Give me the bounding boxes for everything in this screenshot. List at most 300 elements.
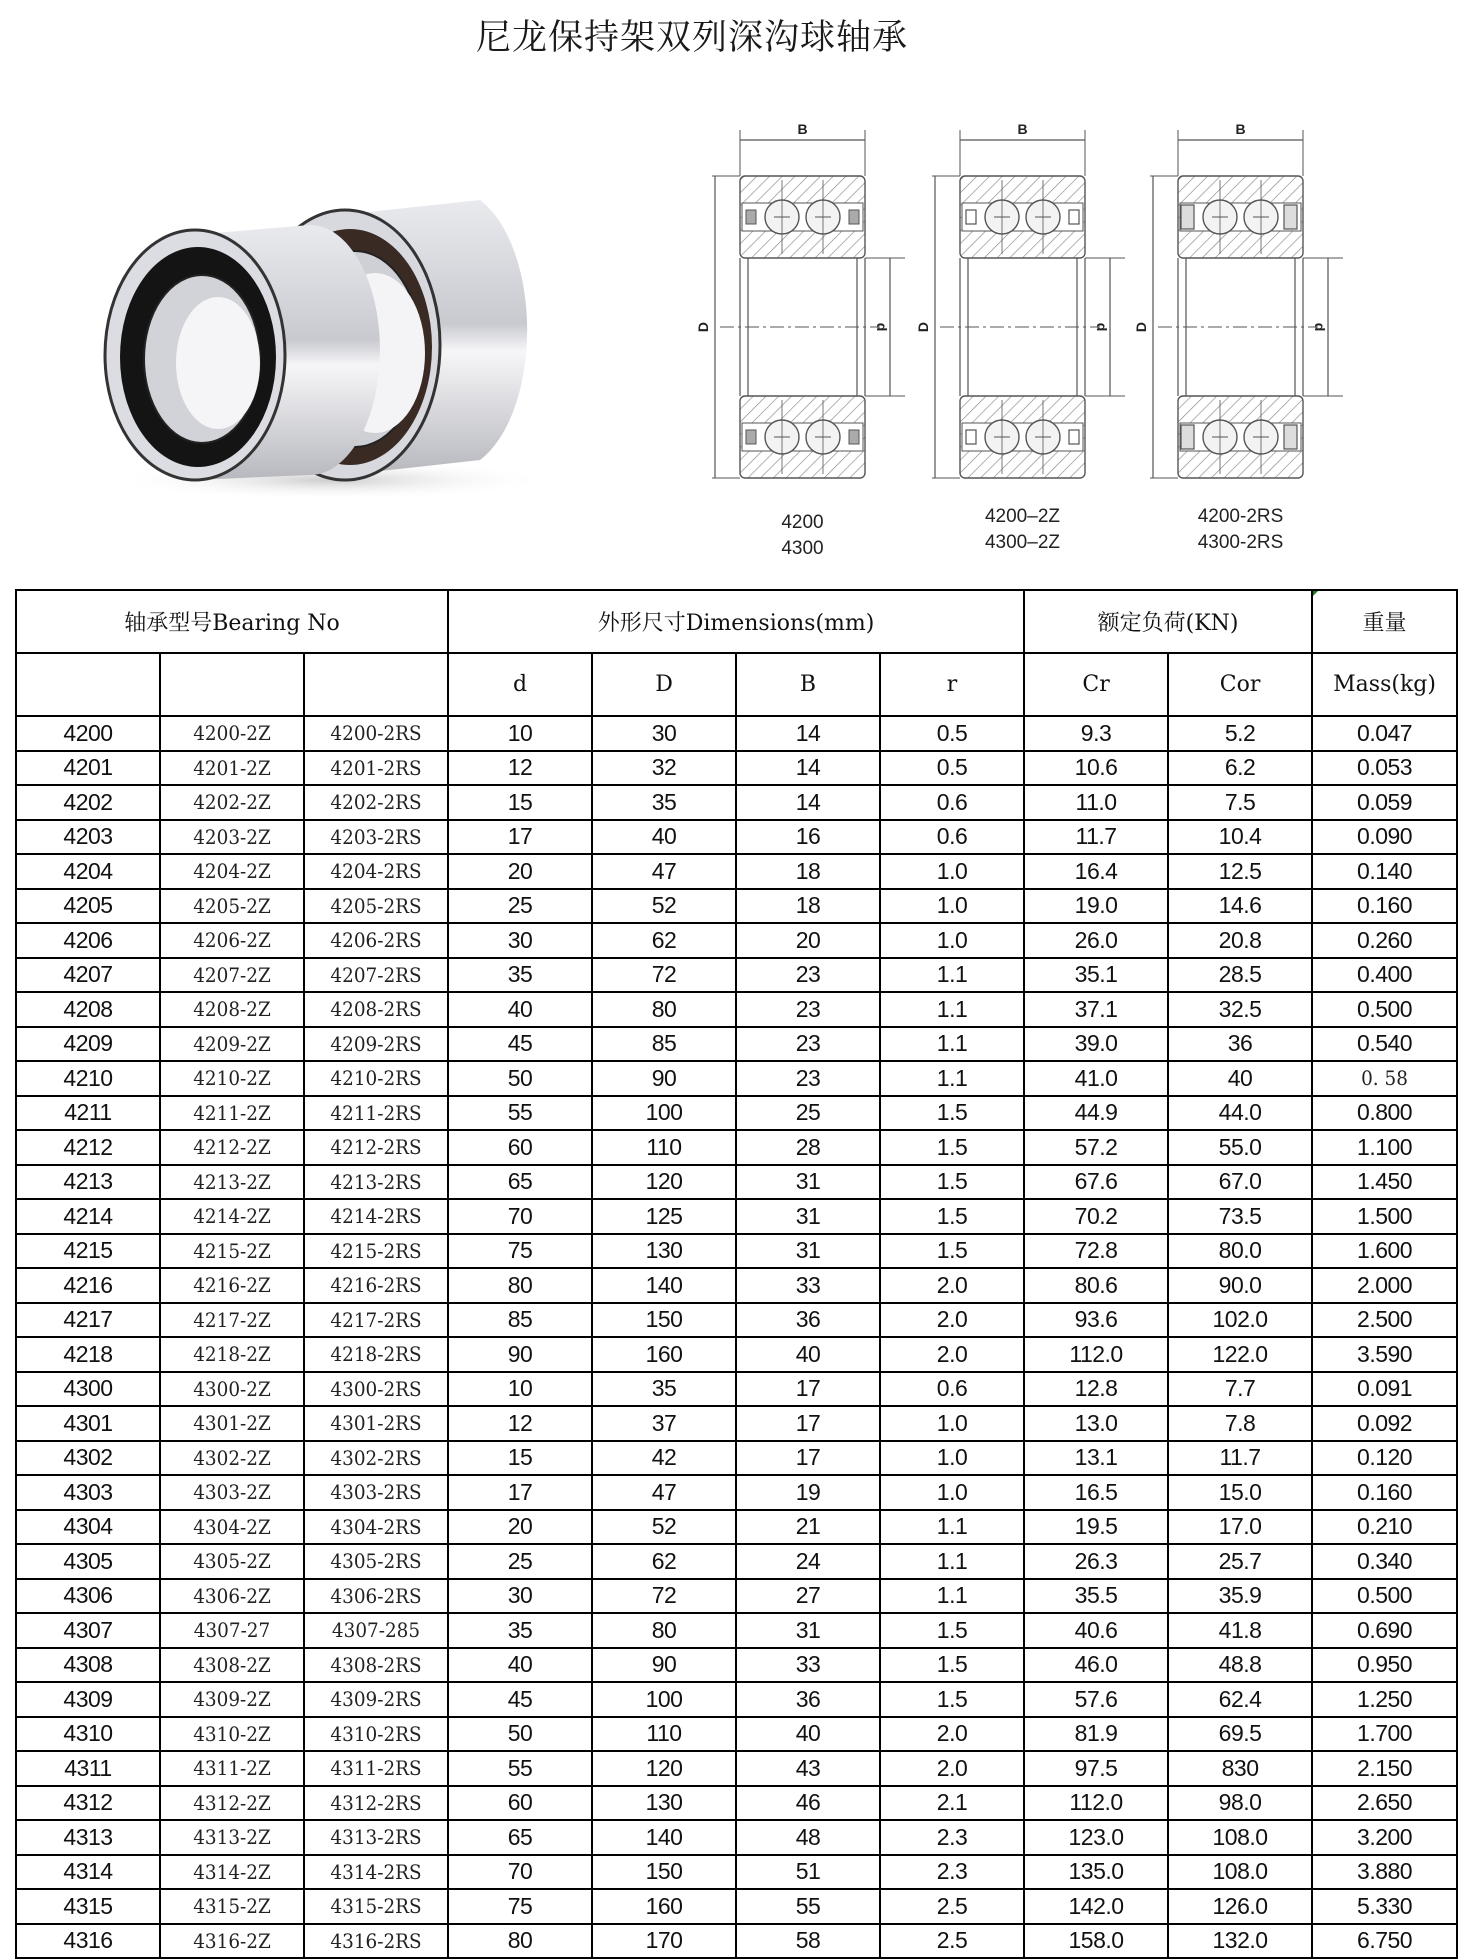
cell-width-B: 23 bbox=[736, 958, 880, 993]
cell-bore-d: 15 bbox=[448, 1441, 592, 1476]
cell-radius-r: 1.5 bbox=[880, 1613, 1024, 1648]
sub-header-blank bbox=[304, 653, 448, 716]
cell-radius-r: 2.1 bbox=[880, 1786, 1024, 1821]
cell-bore-d: 35 bbox=[448, 958, 592, 993]
cell-mass-kg: 0.091 bbox=[1312, 1372, 1457, 1407]
cell-width-B: 16 bbox=[736, 820, 880, 855]
cell-bearing-no: 4213 bbox=[16, 1165, 160, 1200]
table-row bbox=[16, 1751, 1457, 1786]
cell-mass-kg: 6.750 bbox=[1312, 1924, 1457, 1959]
table-row bbox=[16, 1924, 1457, 1959]
cage-end bbox=[746, 430, 756, 444]
cell-bearing-no-2rs: 4203-2RS bbox=[310, 820, 442, 855]
cell-load-cor: 67.0 bbox=[1168, 1165, 1312, 1200]
header-load-rating: 额定负荷(KN) bbox=[1024, 590, 1312, 653]
cell-load-cr: 35.5 bbox=[1024, 1579, 1168, 1614]
cell-bearing-no-2z: 4300-2Z bbox=[166, 1372, 298, 1407]
table-row bbox=[16, 889, 1457, 924]
cell-load-cor: 15.0 bbox=[1168, 1475, 1312, 1510]
cell-load-cr: 9.3 bbox=[1024, 716, 1168, 751]
cell-bearing-no: 4209 bbox=[16, 1027, 160, 1062]
cell-radius-r: 1.0 bbox=[880, 889, 1024, 924]
bearing-photo bbox=[80, 175, 580, 505]
cell-load-cor: 12.5 bbox=[1168, 854, 1312, 889]
cell-width-B: 51 bbox=[736, 1855, 880, 1890]
cell-load-cr: 26.0 bbox=[1024, 923, 1168, 958]
cell-bearing-no: 4302 bbox=[16, 1441, 160, 1476]
cell-load-cor: 108.0 bbox=[1168, 1820, 1312, 1855]
cell-bearing-no-2z: 4313-2Z bbox=[166, 1820, 298, 1855]
diagram-label bbox=[1178, 504, 1303, 556]
cell-load-cor: 6.2 bbox=[1168, 751, 1312, 786]
cell-bore-d: 12 bbox=[448, 1406, 592, 1441]
cell-width-B: 31 bbox=[736, 1199, 880, 1234]
cell-bearing-no-2rs: 4307-285 bbox=[310, 1613, 442, 1648]
table-row bbox=[16, 1165, 1457, 1200]
cell-bearing-no-2rs: 4201-2RS bbox=[310, 751, 442, 786]
cell-radius-r: 2.0 bbox=[880, 1268, 1024, 1303]
cell-radius-r: 1.5 bbox=[880, 1682, 1024, 1717]
header-bearing-no: 轴承型号Bearing No bbox=[16, 590, 448, 653]
cell-bore-d: 30 bbox=[448, 923, 592, 958]
table-row bbox=[16, 820, 1457, 855]
cell-bearing-no-2z: 4207-2Z bbox=[166, 958, 298, 993]
cell-width-B: 31 bbox=[736, 1165, 880, 1200]
cell-bearing-no-2z: 4203-2Z bbox=[166, 820, 298, 855]
cell-load-cor: 14.6 bbox=[1168, 889, 1312, 924]
table-row bbox=[16, 1889, 1457, 1924]
cell-bearing-no-2rs: 4309-2RS bbox=[310, 1682, 442, 1717]
cell-bearing-no-2rs: 4300-2RS bbox=[310, 1372, 442, 1407]
cell-outer-D: 170 bbox=[592, 1924, 736, 1959]
cell-outer-D: 120 bbox=[592, 1751, 736, 1786]
table-row bbox=[16, 923, 1457, 958]
cell-width-B: 19 bbox=[736, 1475, 880, 1510]
cell-bearing-no-2rs: 4216-2RS bbox=[310, 1268, 442, 1303]
cell-bearing-no-2z: 4214-2Z bbox=[166, 1199, 298, 1234]
cell-mass-kg: 1.450 bbox=[1312, 1165, 1457, 1200]
cell-bearing-no-2rs: 4313-2RS bbox=[310, 1820, 442, 1855]
cell-bearing-no-2rs: 4315-2RS bbox=[310, 1889, 442, 1924]
dim-label-d: d bbox=[1094, 322, 1110, 332]
cell-radius-r: 0.6 bbox=[880, 820, 1024, 855]
cell-bearing-no-2rs: 4306-2RS bbox=[310, 1579, 442, 1614]
diagram-label bbox=[960, 504, 1085, 556]
cell-width-B: 36 bbox=[736, 1303, 880, 1338]
cross-section-diagram bbox=[915, 118, 1120, 490]
cell-width-B: 31 bbox=[736, 1613, 880, 1648]
cell-mass-kg: 0.260 bbox=[1312, 923, 1457, 958]
cell-load-cr: 26.3 bbox=[1024, 1544, 1168, 1579]
cell-load-cr: 44.9 bbox=[1024, 1096, 1168, 1131]
cell-bearing-no-2z: 4302-2Z bbox=[166, 1441, 298, 1476]
cell-load-cor: 69.5 bbox=[1168, 1717, 1312, 1752]
cell-width-B: 33 bbox=[736, 1268, 880, 1303]
cell-mass-kg: 1.500 bbox=[1312, 1199, 1457, 1234]
cell-mass-kg: 0.059 bbox=[1312, 785, 1457, 820]
cell-bearing-no-2rs: 4311-2RS bbox=[310, 1751, 442, 1786]
cell-load-cor: 62.4 bbox=[1168, 1682, 1312, 1717]
cell-bore-d: 55 bbox=[448, 1751, 592, 1786]
cell-bearing-no-2z: 4210-2Z bbox=[166, 1061, 298, 1096]
cell-radius-r: 2.3 bbox=[880, 1855, 1024, 1890]
cell-load-cor: 35.9 bbox=[1168, 1579, 1312, 1614]
cell-bearing-no-2z: 4309-2Z bbox=[166, 1682, 298, 1717]
cell-bearing-no-2z: 4316-2Z bbox=[166, 1924, 298, 1959]
cell-load-cor: 73.5 bbox=[1168, 1199, 1312, 1234]
table-row bbox=[16, 1441, 1457, 1476]
rubber-seal bbox=[1181, 205, 1194, 229]
cell-load-cor: 7.5 bbox=[1168, 785, 1312, 820]
cell-load-cor: 80.0 bbox=[1168, 1234, 1312, 1269]
cell-bearing-no-2rs: 4208-2RS bbox=[310, 992, 442, 1027]
cell-bearing-no: 4207 bbox=[16, 958, 160, 993]
cell-radius-r: 1.0 bbox=[880, 854, 1024, 889]
cell-bore-d: 40 bbox=[448, 992, 592, 1027]
table-row bbox=[16, 1372, 1457, 1407]
cell-width-B: 40 bbox=[736, 1337, 880, 1372]
shield bbox=[1069, 430, 1079, 444]
cell-mass-kg: 2.500 bbox=[1312, 1303, 1457, 1338]
cell-mass-kg: 0.047 bbox=[1312, 716, 1457, 751]
cell-load-cr: 13.1 bbox=[1024, 1441, 1168, 1476]
cell-load-cr: 112.0 bbox=[1024, 1786, 1168, 1821]
cell-radius-r: 2.0 bbox=[880, 1337, 1024, 1372]
cell-mass-kg: 0.540 bbox=[1312, 1027, 1457, 1062]
cell-bearing-no-2rs: 4215-2RS bbox=[310, 1234, 442, 1269]
cell-bore-d: 25 bbox=[448, 1544, 592, 1579]
cell-bearing-no-2z: 4312-2Z bbox=[166, 1786, 298, 1821]
cell-load-cor: 98.0 bbox=[1168, 1786, 1312, 1821]
cell-load-cr: 158.0 bbox=[1024, 1924, 1168, 1959]
cell-radius-r: 1.0 bbox=[880, 1441, 1024, 1476]
cell-radius-r: 0.5 bbox=[880, 716, 1024, 751]
table-row bbox=[16, 1061, 1457, 1096]
cell-mass-kg: 0.120 bbox=[1312, 1441, 1457, 1476]
cell-bearing-no: 4217 bbox=[16, 1303, 160, 1338]
cell-load-cor: 32.5 bbox=[1168, 992, 1312, 1027]
cell-bore-d: 55 bbox=[448, 1096, 592, 1131]
cell-mass-kg: 0.400 bbox=[1312, 958, 1457, 993]
sub-header-cr: Cr bbox=[1024, 653, 1168, 716]
cell-bore-d: 75 bbox=[448, 1889, 592, 1924]
cell-load-cor: 5.2 bbox=[1168, 716, 1312, 751]
cell-outer-D: 85 bbox=[592, 1027, 736, 1062]
cell-load-cor: 10.4 bbox=[1168, 820, 1312, 855]
cell-outer-D: 80 bbox=[592, 992, 736, 1027]
cell-bearing-no: 4214 bbox=[16, 1199, 160, 1234]
cell-bearing-no-2rs: 4207-2RS bbox=[310, 958, 442, 993]
cell-load-cr: 10.6 bbox=[1024, 751, 1168, 786]
cell-radius-r: 1.0 bbox=[880, 1475, 1024, 1510]
cell-bearing-no-2rs: 4305-2RS bbox=[310, 1544, 442, 1579]
cell-width-B: 48 bbox=[736, 1820, 880, 1855]
cell-outer-D: 47 bbox=[592, 854, 736, 889]
cell-bore-d: 35 bbox=[448, 1613, 592, 1648]
cell-width-B: 23 bbox=[736, 992, 880, 1027]
cell-bearing-no: 4309 bbox=[16, 1682, 160, 1717]
cell-width-B: 31 bbox=[736, 1234, 880, 1269]
cell-load-cor: 7.8 bbox=[1168, 1406, 1312, 1441]
cage-end bbox=[849, 210, 859, 224]
cell-outer-D: 72 bbox=[592, 1579, 736, 1614]
header-dimensions: 外形尺寸Dimensions(mm) bbox=[448, 590, 1024, 653]
table-row bbox=[16, 785, 1457, 820]
cell-radius-r: 0.5 bbox=[880, 751, 1024, 786]
cell-width-B: 20 bbox=[736, 923, 880, 958]
cell-bore-d: 17 bbox=[448, 1475, 592, 1510]
dim-label-B: B bbox=[797, 121, 808, 137]
cell-bore-d: 12 bbox=[448, 751, 592, 786]
cell-radius-r: 0.6 bbox=[880, 1372, 1024, 1407]
cell-load-cr: 135.0 bbox=[1024, 1855, 1168, 1890]
cell-bearing-no: 4300 bbox=[16, 1372, 160, 1407]
table-row bbox=[16, 1337, 1457, 1372]
cell-bore-d: 65 bbox=[448, 1165, 592, 1200]
cell-bore-d: 90 bbox=[448, 1337, 592, 1372]
cell-outer-D: 100 bbox=[592, 1682, 736, 1717]
cell-radius-r: 2.0 bbox=[880, 1751, 1024, 1786]
cell-bore-d: 75 bbox=[448, 1234, 592, 1269]
cell-mass-kg: 0.210 bbox=[1312, 1510, 1457, 1545]
table-row bbox=[16, 854, 1457, 889]
cell-mass-kg: 1.250 bbox=[1312, 1682, 1457, 1717]
cell-bore-d: 10 bbox=[448, 1372, 592, 1407]
cell-width-B: 43 bbox=[736, 1751, 880, 1786]
rubber-seal bbox=[1284, 205, 1297, 229]
cell-mass-kg: 1.700 bbox=[1312, 1717, 1457, 1752]
cell-width-B: 17 bbox=[736, 1372, 880, 1407]
cell-mass-kg: 0.092 bbox=[1312, 1406, 1457, 1441]
cell-bore-d: 60 bbox=[448, 1786, 592, 1821]
cell-mass-kg: 0.690 bbox=[1312, 1613, 1457, 1648]
cell-load-cor: 108.0 bbox=[1168, 1855, 1312, 1890]
sub-header-r: r bbox=[880, 653, 1024, 716]
cell-load-cr: 46.0 bbox=[1024, 1648, 1168, 1683]
cell-bearing-no-2z: 4307-27 bbox=[166, 1613, 298, 1648]
cell-outer-D: 150 bbox=[592, 1855, 736, 1890]
table-row bbox=[16, 1475, 1457, 1510]
cell-width-B: 46 bbox=[736, 1786, 880, 1821]
cell-bore-d: 45 bbox=[448, 1682, 592, 1717]
cell-bearing-no: 4211 bbox=[16, 1096, 160, 1131]
cell-load-cor: 11.7 bbox=[1168, 1441, 1312, 1476]
cell-outer-D: 140 bbox=[592, 1268, 736, 1303]
table-group-header-row bbox=[16, 590, 1457, 653]
cell-load-cr: 67.6 bbox=[1024, 1165, 1168, 1200]
cell-bearing-no-2z: 4310-2Z bbox=[166, 1717, 298, 1752]
bearing-spec-table bbox=[15, 589, 1458, 1959]
diagram-label-line: 4300-2RS bbox=[1197, 532, 1284, 553]
cell-mass-kg: 3.590 bbox=[1312, 1337, 1457, 1372]
cell-mass-kg: 0.053 bbox=[1312, 751, 1457, 786]
shield bbox=[966, 210, 976, 224]
cell-bearing-no: 4312 bbox=[16, 1786, 160, 1821]
cage-end bbox=[849, 430, 859, 444]
cell-load-cr: 19.5 bbox=[1024, 1510, 1168, 1545]
cell-load-cor: 102.0 bbox=[1168, 1303, 1312, 1338]
cell-load-cr: 16.4 bbox=[1024, 854, 1168, 889]
cell-radius-r: 2.0 bbox=[880, 1303, 1024, 1338]
cell-mass-kg: 0.140 bbox=[1312, 854, 1457, 889]
cell-bearing-no-2rs: 4316-2RS bbox=[310, 1924, 442, 1959]
cell-radius-r: 1.5 bbox=[880, 1165, 1024, 1200]
cell-bearing-no: 4303 bbox=[16, 1475, 160, 1510]
cell-load-cr: 39.0 bbox=[1024, 1027, 1168, 1062]
cell-bearing-no: 4306 bbox=[16, 1579, 160, 1614]
cell-bearing-no: 4316 bbox=[16, 1924, 160, 1959]
table-row bbox=[16, 1717, 1457, 1752]
table-row bbox=[16, 992, 1457, 1027]
cell-radius-r: 1.5 bbox=[880, 1199, 1024, 1234]
cell-width-B: 14 bbox=[736, 785, 880, 820]
cell-bearing-no-2z: 4314-2Z bbox=[166, 1855, 298, 1890]
cell-outer-D: 130 bbox=[592, 1786, 736, 1821]
table-row bbox=[16, 1613, 1457, 1648]
cell-bearing-no-2rs: 4210-2RS bbox=[310, 1061, 442, 1096]
cell-bearing-no-2rs: 4209-2RS bbox=[310, 1027, 442, 1062]
cell-outer-D: 90 bbox=[592, 1648, 736, 1683]
diagram-label-line: 4300–2Z bbox=[984, 532, 1060, 553]
cell-bore-d: 17 bbox=[448, 820, 592, 855]
cell-load-cor: 20.8 bbox=[1168, 923, 1312, 958]
cell-outer-D: 130 bbox=[592, 1234, 736, 1269]
cell-bearing-no-2z: 4205-2Z bbox=[166, 889, 298, 924]
cell-outer-D: 52 bbox=[592, 889, 736, 924]
table-row bbox=[16, 1303, 1457, 1338]
cell-width-B: 23 bbox=[736, 1027, 880, 1062]
cell-load-cr: 80.6 bbox=[1024, 1268, 1168, 1303]
table-row bbox=[16, 1510, 1457, 1545]
cell-load-cr: 35.1 bbox=[1024, 958, 1168, 993]
cell-mass-kg: 2.000 bbox=[1312, 1268, 1457, 1303]
cell-bearing-no-2z: 4216-2Z bbox=[166, 1268, 298, 1303]
shield bbox=[1069, 210, 1079, 224]
cell-mass-kg: 3.200 bbox=[1312, 1820, 1457, 1855]
cell-bearing-no-2rs: 4202-2RS bbox=[310, 785, 442, 820]
cell-outer-D: 80 bbox=[592, 1613, 736, 1648]
cell-outer-D: 110 bbox=[592, 1717, 736, 1752]
cell-outer-D: 160 bbox=[592, 1889, 736, 1924]
cell-bore-d: 70 bbox=[448, 1855, 592, 1890]
cross-section-diagram bbox=[695, 118, 900, 490]
cell-bearing-no: 4203 bbox=[16, 820, 160, 855]
cell-bearing-no-2rs: 4312-2RS bbox=[310, 1786, 442, 1821]
cell-radius-r: 1.1 bbox=[880, 1579, 1024, 1614]
cell-load-cr: 81.9 bbox=[1024, 1717, 1168, 1752]
dim-label-B: B bbox=[1017, 121, 1028, 137]
cell-load-cor: 7.7 bbox=[1168, 1372, 1312, 1407]
diagram-label bbox=[740, 510, 865, 562]
dim-label-D: D bbox=[915, 321, 931, 333]
cell-bore-d: 50 bbox=[448, 1717, 592, 1752]
cell-load-cr: 11.7 bbox=[1024, 820, 1168, 855]
table-row bbox=[16, 1268, 1457, 1303]
cell-bearing-no-2rs: 4218-2RS bbox=[310, 1337, 442, 1372]
cell-bore-d: 45 bbox=[448, 1027, 592, 1062]
cell-bearing-no-2z: 4306-2Z bbox=[166, 1579, 298, 1614]
cell-load-cor: 55.0 bbox=[1168, 1130, 1312, 1165]
cell-bore-d: 70 bbox=[448, 1199, 592, 1234]
cell-outer-D: 72 bbox=[592, 958, 736, 993]
cell-bearing-no-2rs: 4310-2RS bbox=[310, 1717, 442, 1752]
cell-bore-d: 80 bbox=[448, 1924, 592, 1959]
cell-bearing-no: 4212 bbox=[16, 1130, 160, 1165]
cell-mass-kg: 0. 58 bbox=[1318, 1061, 1451, 1096]
cage-end bbox=[746, 210, 756, 224]
dim-label-B: B bbox=[1235, 121, 1246, 137]
cell-bearing-no-2z: 4304-2Z bbox=[166, 1510, 298, 1545]
cell-bearing-no-2z: 4200-2Z bbox=[166, 716, 298, 751]
cell-mass-kg: 2.650 bbox=[1312, 1786, 1457, 1821]
cell-outer-D: 140 bbox=[592, 1820, 736, 1855]
cell-mass-kg: 0.160 bbox=[1312, 889, 1457, 924]
cell-radius-r: 1.1 bbox=[880, 1544, 1024, 1579]
cell-mass-kg: 5.330 bbox=[1312, 1889, 1457, 1924]
cell-radius-r: 1.1 bbox=[880, 1061, 1024, 1096]
cell-load-cr: 93.6 bbox=[1024, 1303, 1168, 1338]
cell-bearing-no-2rs: 4200-2RS bbox=[310, 716, 442, 751]
cell-mass-kg: 0.500 bbox=[1312, 992, 1457, 1027]
table-row bbox=[16, 1406, 1457, 1441]
cell-radius-r: 2.3 bbox=[880, 1820, 1024, 1855]
cell-outer-D: 62 bbox=[592, 923, 736, 958]
bearing-sealed bbox=[105, 225, 380, 480]
cell-width-B: 17 bbox=[736, 1406, 880, 1441]
cell-bearing-no: 4311 bbox=[16, 1751, 160, 1786]
cell-width-B: 58 bbox=[736, 1924, 880, 1959]
cell-bore-d: 15 bbox=[448, 785, 592, 820]
cell-radius-r: 1.1 bbox=[880, 1027, 1024, 1062]
cell-bearing-no-2z: 4308-2Z bbox=[166, 1648, 298, 1683]
cell-load-cor: 90.0 bbox=[1168, 1268, 1312, 1303]
cell-load-cor: 122.0 bbox=[1168, 1337, 1312, 1372]
cell-bearing-no-2z: 4303-2Z bbox=[166, 1475, 298, 1510]
dim-label-d: d bbox=[1312, 322, 1328, 332]
table-row bbox=[16, 1855, 1457, 1890]
cell-outer-D: 125 bbox=[592, 1199, 736, 1234]
dim-label-D: D bbox=[695, 321, 711, 333]
cell-radius-r: 1.1 bbox=[880, 1510, 1024, 1545]
cell-load-cr: 112.0 bbox=[1024, 1337, 1168, 1372]
table-body bbox=[16, 716, 1457, 1958]
cell-mass-kg: 0.800 bbox=[1312, 1096, 1457, 1131]
dim-label-d: d bbox=[874, 322, 890, 332]
cell-mass-kg: 1.100 bbox=[1312, 1130, 1457, 1165]
cell-width-B: 17 bbox=[736, 1441, 880, 1476]
cell-bore-d: 20 bbox=[448, 854, 592, 889]
header-mass: 重量 bbox=[1312, 590, 1457, 653]
table-sub-header-row bbox=[16, 653, 1457, 716]
diagram-label-line: 4200-2RS bbox=[1197, 506, 1284, 527]
cell-bore-d: 10 bbox=[448, 716, 592, 751]
sub-header-mass: Mass(kg) bbox=[1312, 653, 1457, 716]
cell-radius-r: 1.0 bbox=[880, 923, 1024, 958]
cell-bearing-no-2rs: 4314-2RS bbox=[310, 1855, 442, 1890]
cell-bearing-no-2z: 4211-2Z bbox=[166, 1096, 298, 1131]
cell-bearing-no-2z: 4215-2Z bbox=[166, 1234, 298, 1269]
cell-bearing-no-2z: 4212-2Z bbox=[166, 1130, 298, 1165]
cell-outer-D: 32 bbox=[592, 751, 736, 786]
cell-bore-d: 85 bbox=[448, 1303, 592, 1338]
cell-radius-r: 1.5 bbox=[880, 1130, 1024, 1165]
table-row bbox=[16, 1199, 1457, 1234]
cell-mass-kg: 2.150 bbox=[1312, 1751, 1457, 1786]
cell-bearing-no: 4205 bbox=[16, 889, 160, 924]
rubber-seal bbox=[1284, 425, 1297, 449]
cell-load-cor: 48.8 bbox=[1168, 1648, 1312, 1683]
cell-outer-D: 90 bbox=[592, 1061, 736, 1096]
